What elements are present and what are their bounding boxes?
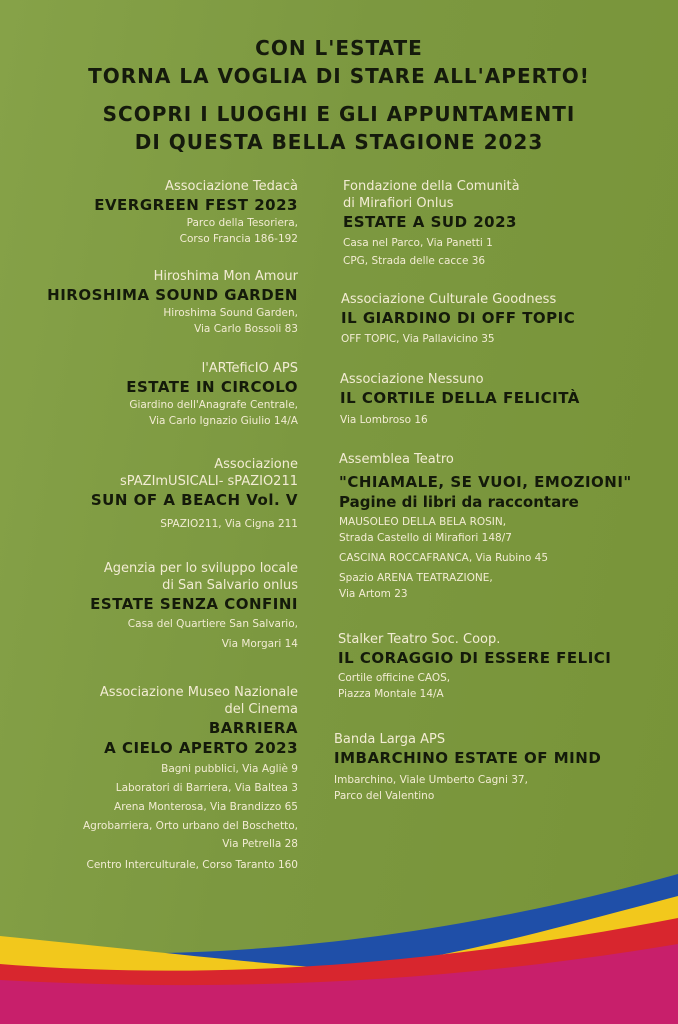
organizer: Associazione Nessuno xyxy=(340,372,484,387)
headline-line-2: TORNA LA VOGLIA DI STARE ALL'APERTO! xyxy=(88,64,590,88)
venue-address: Arena Monterosa, Via Brandizzo 65 xyxy=(114,801,298,813)
event-title: ESTATE SENZA CONFINI xyxy=(90,595,298,613)
headline-line-3: SCOPRI I LUOGHI E GLI APPUNTAMENTI xyxy=(102,102,576,126)
event-hiroshima-sound-garden xyxy=(0,268,298,337)
venue-address: Spazio ARENA TEATRAZIONE, xyxy=(339,572,493,584)
event-coraggio-di-essere-felici xyxy=(338,631,658,702)
venue-address: Via Lombroso 16 xyxy=(340,414,428,426)
venue-address: Strada Castello di Mirafiori 148/7 xyxy=(339,532,512,544)
event-sun-of-a-beach xyxy=(0,456,298,532)
event-title: IL CORAGGIO DI ESSERE FELICI xyxy=(338,649,612,667)
organizer: Associazione Culturale Goodness xyxy=(341,292,557,307)
event-cortile-della-felicita xyxy=(340,371,660,428)
event-title: A CIELO APERTO 2023 xyxy=(104,739,298,757)
venue-address: Cortile officine CAOS, xyxy=(338,672,451,684)
venue-address: Piazza Montale 14/A xyxy=(338,688,444,700)
event-estate-in-circolo xyxy=(0,360,298,429)
organizer: sPAZImUSICALI- sPAZIO211 xyxy=(119,474,298,489)
organizer: Associazione Museo Nazionale xyxy=(99,685,298,700)
organizer: del Cinema xyxy=(224,702,298,717)
organizer: Associazione xyxy=(214,457,298,472)
event-title: ESTATE A SUD 2023 xyxy=(343,213,517,231)
venue-address: Bagni pubblici, Via Agliè 9 xyxy=(161,763,298,775)
organizer: Stalker Teatro Soc. Coop. xyxy=(338,632,501,647)
event-imbarchino-estate-of-mind xyxy=(334,731,654,804)
venue-address: Corso Francia 186-192 xyxy=(179,233,298,245)
venue-address: Hiroshima Sound Garden, xyxy=(163,307,298,319)
venue-address: Via Morgari 14 xyxy=(221,638,298,650)
organizer: Fondazione della Comunità xyxy=(343,179,520,194)
venue-address: CPG, Strada delle cacce 36 xyxy=(343,255,486,267)
venue-address: Imbarchino, Viale Umberto Cagni 37, xyxy=(334,774,528,786)
venue-address: Casa del Quartiere San Salvario, xyxy=(127,618,298,630)
event-title: EVERGREEN FEST 2023 xyxy=(94,196,298,214)
venue-address: Parco della Tesoriera, xyxy=(186,217,298,229)
venue-address: Casa nel Parco, Via Panetti 1 xyxy=(343,237,493,249)
venue-address: CASCINA ROCCAFRANCA, Via Rubino 45 xyxy=(339,552,549,564)
venue-address: Via Petrella 28 xyxy=(222,838,298,850)
organizer: di San Salvario onlus xyxy=(162,578,298,593)
event-subtitle: Pagine di libri da raccontare xyxy=(339,493,579,511)
event-title: IL GIARDINO DI OFF TOPIC xyxy=(341,309,576,327)
event-title: BARRIERA xyxy=(208,719,298,737)
organizer: Banda Larga APS xyxy=(334,732,446,747)
event-estate-senza-confini xyxy=(0,560,298,652)
organizer: Associazione Tedacà xyxy=(165,179,298,194)
event-chiamale-se-vuoi-emozioni xyxy=(339,451,659,602)
venue-address: Giardino dell'Anagrafe Centrale, xyxy=(129,399,298,411)
event-title: ESTATE IN CIRCOLO xyxy=(126,378,298,396)
organizer: di Mirafiori Onlus xyxy=(343,196,454,211)
venue-address: Laboratori di Barriera, Via Baltea 3 xyxy=(115,782,298,794)
event-title: IMBARCHINO ESTATE OF MIND xyxy=(334,749,602,767)
decorative-color-stripes xyxy=(0,860,678,1024)
organizer: Agenzia per lo sviluppo locale xyxy=(103,561,298,576)
event-title: SUN OF A BEACH Vol. V xyxy=(90,491,298,509)
event-title: "CHIAMALE, SE VUOI, EMOZIONI" xyxy=(339,473,632,491)
venue-address: Via Artom 23 xyxy=(339,588,408,600)
organizer: l'ARTeficIO APS xyxy=(201,361,298,376)
venue-address: Via Carlo Ignazio Giulio 14/A xyxy=(149,415,298,427)
venue-address: Centro Interculturale, Corso Taranto 160 xyxy=(86,859,298,871)
event-evergreen-fest xyxy=(0,178,298,247)
venue-address: MAUSOLEO DELLA BELA ROSIN, xyxy=(339,516,507,528)
venue-address: OFF TOPIC, Via Pallavicino 35 xyxy=(341,333,495,345)
venue-address: SPAZIO211, Via Cigna 211 xyxy=(160,518,298,530)
event-giardino-di-off-topic xyxy=(341,291,661,347)
venue-address: Via Carlo Bossoli 83 xyxy=(194,323,298,335)
organizer: Assemblea Teatro xyxy=(339,452,454,467)
headline-line-1: CON L'ESTATE xyxy=(255,36,423,60)
event-title: HIROSHIMA SOUND GARDEN xyxy=(47,286,298,304)
headline-line-4: DI QUESTA BELLA STAGIONE 2023 xyxy=(134,130,544,154)
venue-address: Parco del Valentino xyxy=(334,790,435,802)
venue-address: Agrobarriera, Orto urbano del Boschetto, xyxy=(82,820,298,832)
event-title: IL CORTILE DELLA FELICITÀ xyxy=(340,389,580,407)
organizer: Hiroshima Mon Amour xyxy=(153,269,298,284)
event-estate-a-sud xyxy=(343,178,663,270)
event-barriera-a-cielo-aperto xyxy=(0,684,298,875)
